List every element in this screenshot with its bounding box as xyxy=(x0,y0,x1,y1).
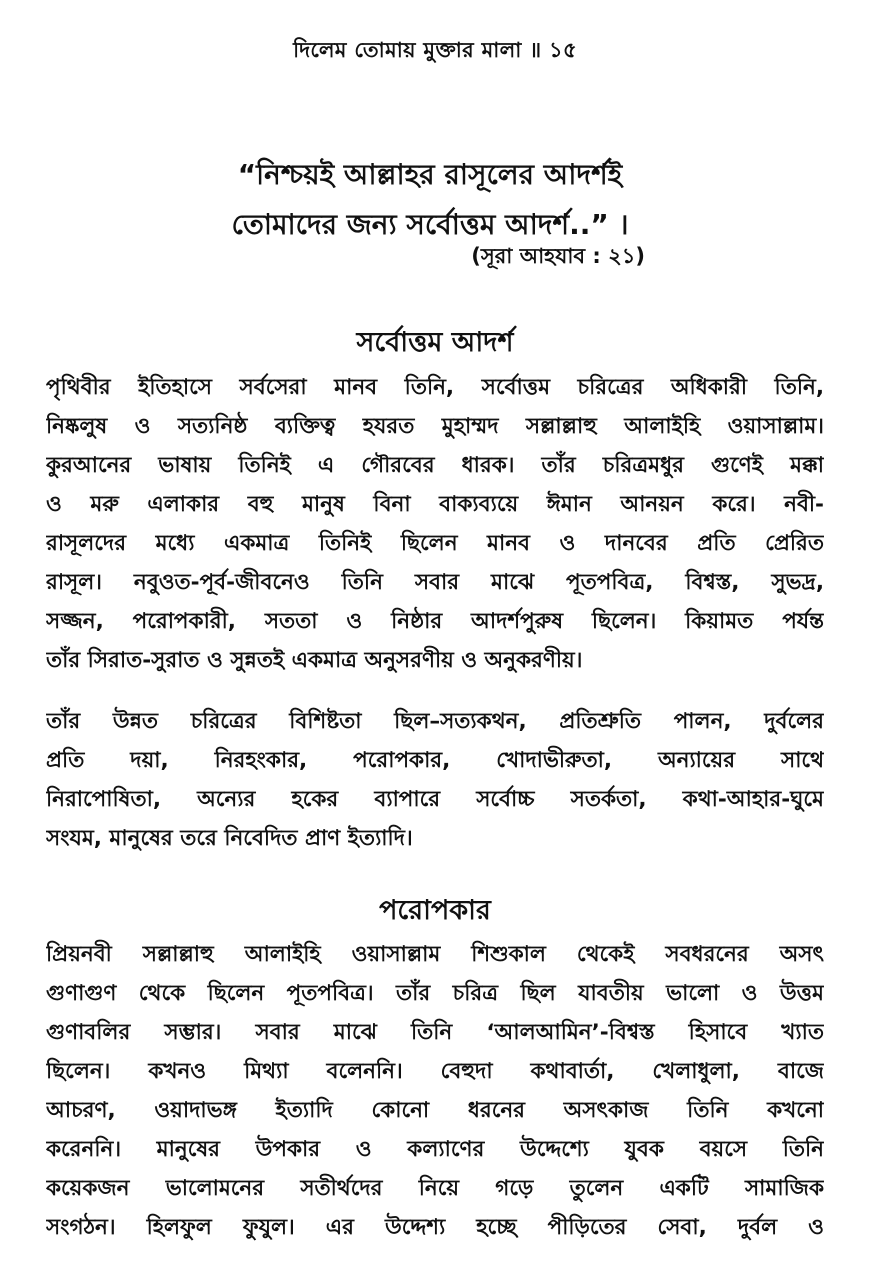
quote-source: (সূরা আহযাব : ২১) xyxy=(471,244,645,268)
quran-quote xyxy=(100,150,760,250)
text-line: সংগঠন। হিলফুল ফুযুল। এর উদ্দেশ্য হচ্ছে পীড়িতের সেবা, দুর্বল ও xyxy=(46,1215,824,1240)
text-line: আচরণ, ওয়াদাভঙ্গ ইত্যাদি কোনো ধরনের অসৎকাজ তিনি কখনো xyxy=(46,1098,824,1123)
text-line: কুরআনের ভাষায় তিনিই এ গৌরবের ধারক। তাঁর চরিত্রমধুর গুণেই মক্কা xyxy=(46,453,824,478)
paragraph xyxy=(46,368,824,680)
text-line: তাঁর সিরাত-সুরাত ও সুন্নতই একমাত্র অনুসরণীয় ও অনুকরণীয়। xyxy=(46,648,583,673)
text-line: কয়েকজন ভালোমনের সতীর্থদের নিয়ে গড়ে তুলেন একটি সামাজিক xyxy=(46,1176,824,1201)
quote-line: “নিশ্চয়ই আল্লাহর রাসূলের আদর্শই xyxy=(237,158,623,191)
text-line: প্রিয়নবী সল্লাল্লাহু আলাইহি ওয়াসাল্লাম শিশুকাল থেকেই সবধরনের অসৎ xyxy=(46,942,824,967)
text-line: গুণাগুণ থেকে ছিলেন পূতপবিত্র। তাঁর চরিত্র ছিল যাবতীয় ভালো ও উত্তম xyxy=(46,981,824,1006)
text-line: পৃথিবীর ইতিহাসে সর্বসেরা মানব তিনি, সর্বোত্তম চরিত্রের অধিকারী তিনি, xyxy=(46,375,824,400)
quote-line: তোমাদের জন্য সর্বোত্তম আদর্শ..” । xyxy=(231,208,629,241)
text-line: নিরাপোষিতা, অন্যের হকের ব্যাপারে সর্বোচ্চ সতর্কতা, কথা-আহার-ঘুমে xyxy=(46,787,824,812)
text-line: করেননি। মানুষের উপকার ও কল্যাণের উদ্দেশ্যে যুবক বয়সে তিনি xyxy=(46,1137,824,1162)
text-line: প্রতি দয়া, নিরহংকার, পরোপকার, খোদাভীরুতা, অন্যায়ের সাথে xyxy=(46,748,824,773)
paragraph xyxy=(46,702,824,858)
text-line: রাসূলদের মধ্যে একমাত্র তিনিই ছিলেন মানব ও দানবের প্রতি প্রেরিত xyxy=(46,531,824,556)
text-line: সজ্জন, পরোপকারী, সততা ও নিষ্ঠার আদর্শপুরুষ ছিলেন। কিয়ামত পর্যন্ত xyxy=(46,609,824,634)
running-header: দিলেম তোমায় মুক্তার মালা ॥ ১৫ xyxy=(293,38,577,62)
text-line: ছিলেন। কখনও মিথ্যা বলেননি। বেহুদা কথাবার্তা, খেলাধুলা, বাজে xyxy=(46,1059,824,1084)
text-line: সংযম, মানুষের তরে নিবেদিত প্রাণ ইত্যাদি। xyxy=(46,826,413,851)
text-line: গুণাবলির সম্ভার। সবার মাঝে তিনি ‘আলআমিন’-বিশ্বস্ত হিসাবে খ্যাত xyxy=(46,1020,824,1045)
section-heading: পরোপকার xyxy=(379,895,491,926)
text-line: রাসূল। নবুওত-পূর্ব-জীবনেও তিনি সবার মাঝে পূতপবিত্র, বিশ্বস্ত, সুভদ্র, xyxy=(46,570,824,595)
text-line: ও মরু এলাকার বহু মানুষ বিনা বাক্যব্যয়ে ঈমান আনয়ন করে। নবী- xyxy=(46,492,824,517)
paragraph xyxy=(46,935,824,1247)
text-line: তাঁর উন্নত চরিত্রের বিশিষ্টতা ছিল–সত্যকথন, প্রতিশ্রুতি পালন, দুর্বলের xyxy=(46,709,824,734)
text-line: নিষ্কলুষ ও সত্যনিষ্ঠ ব্যক্তিত্ব হযরত মুহাম্মদ সল্লাল্লাহু আলাইহি ওয়াসাল্লাম। xyxy=(46,414,824,439)
section-heading: সর্বোত্তম আদর্শ xyxy=(356,327,514,358)
